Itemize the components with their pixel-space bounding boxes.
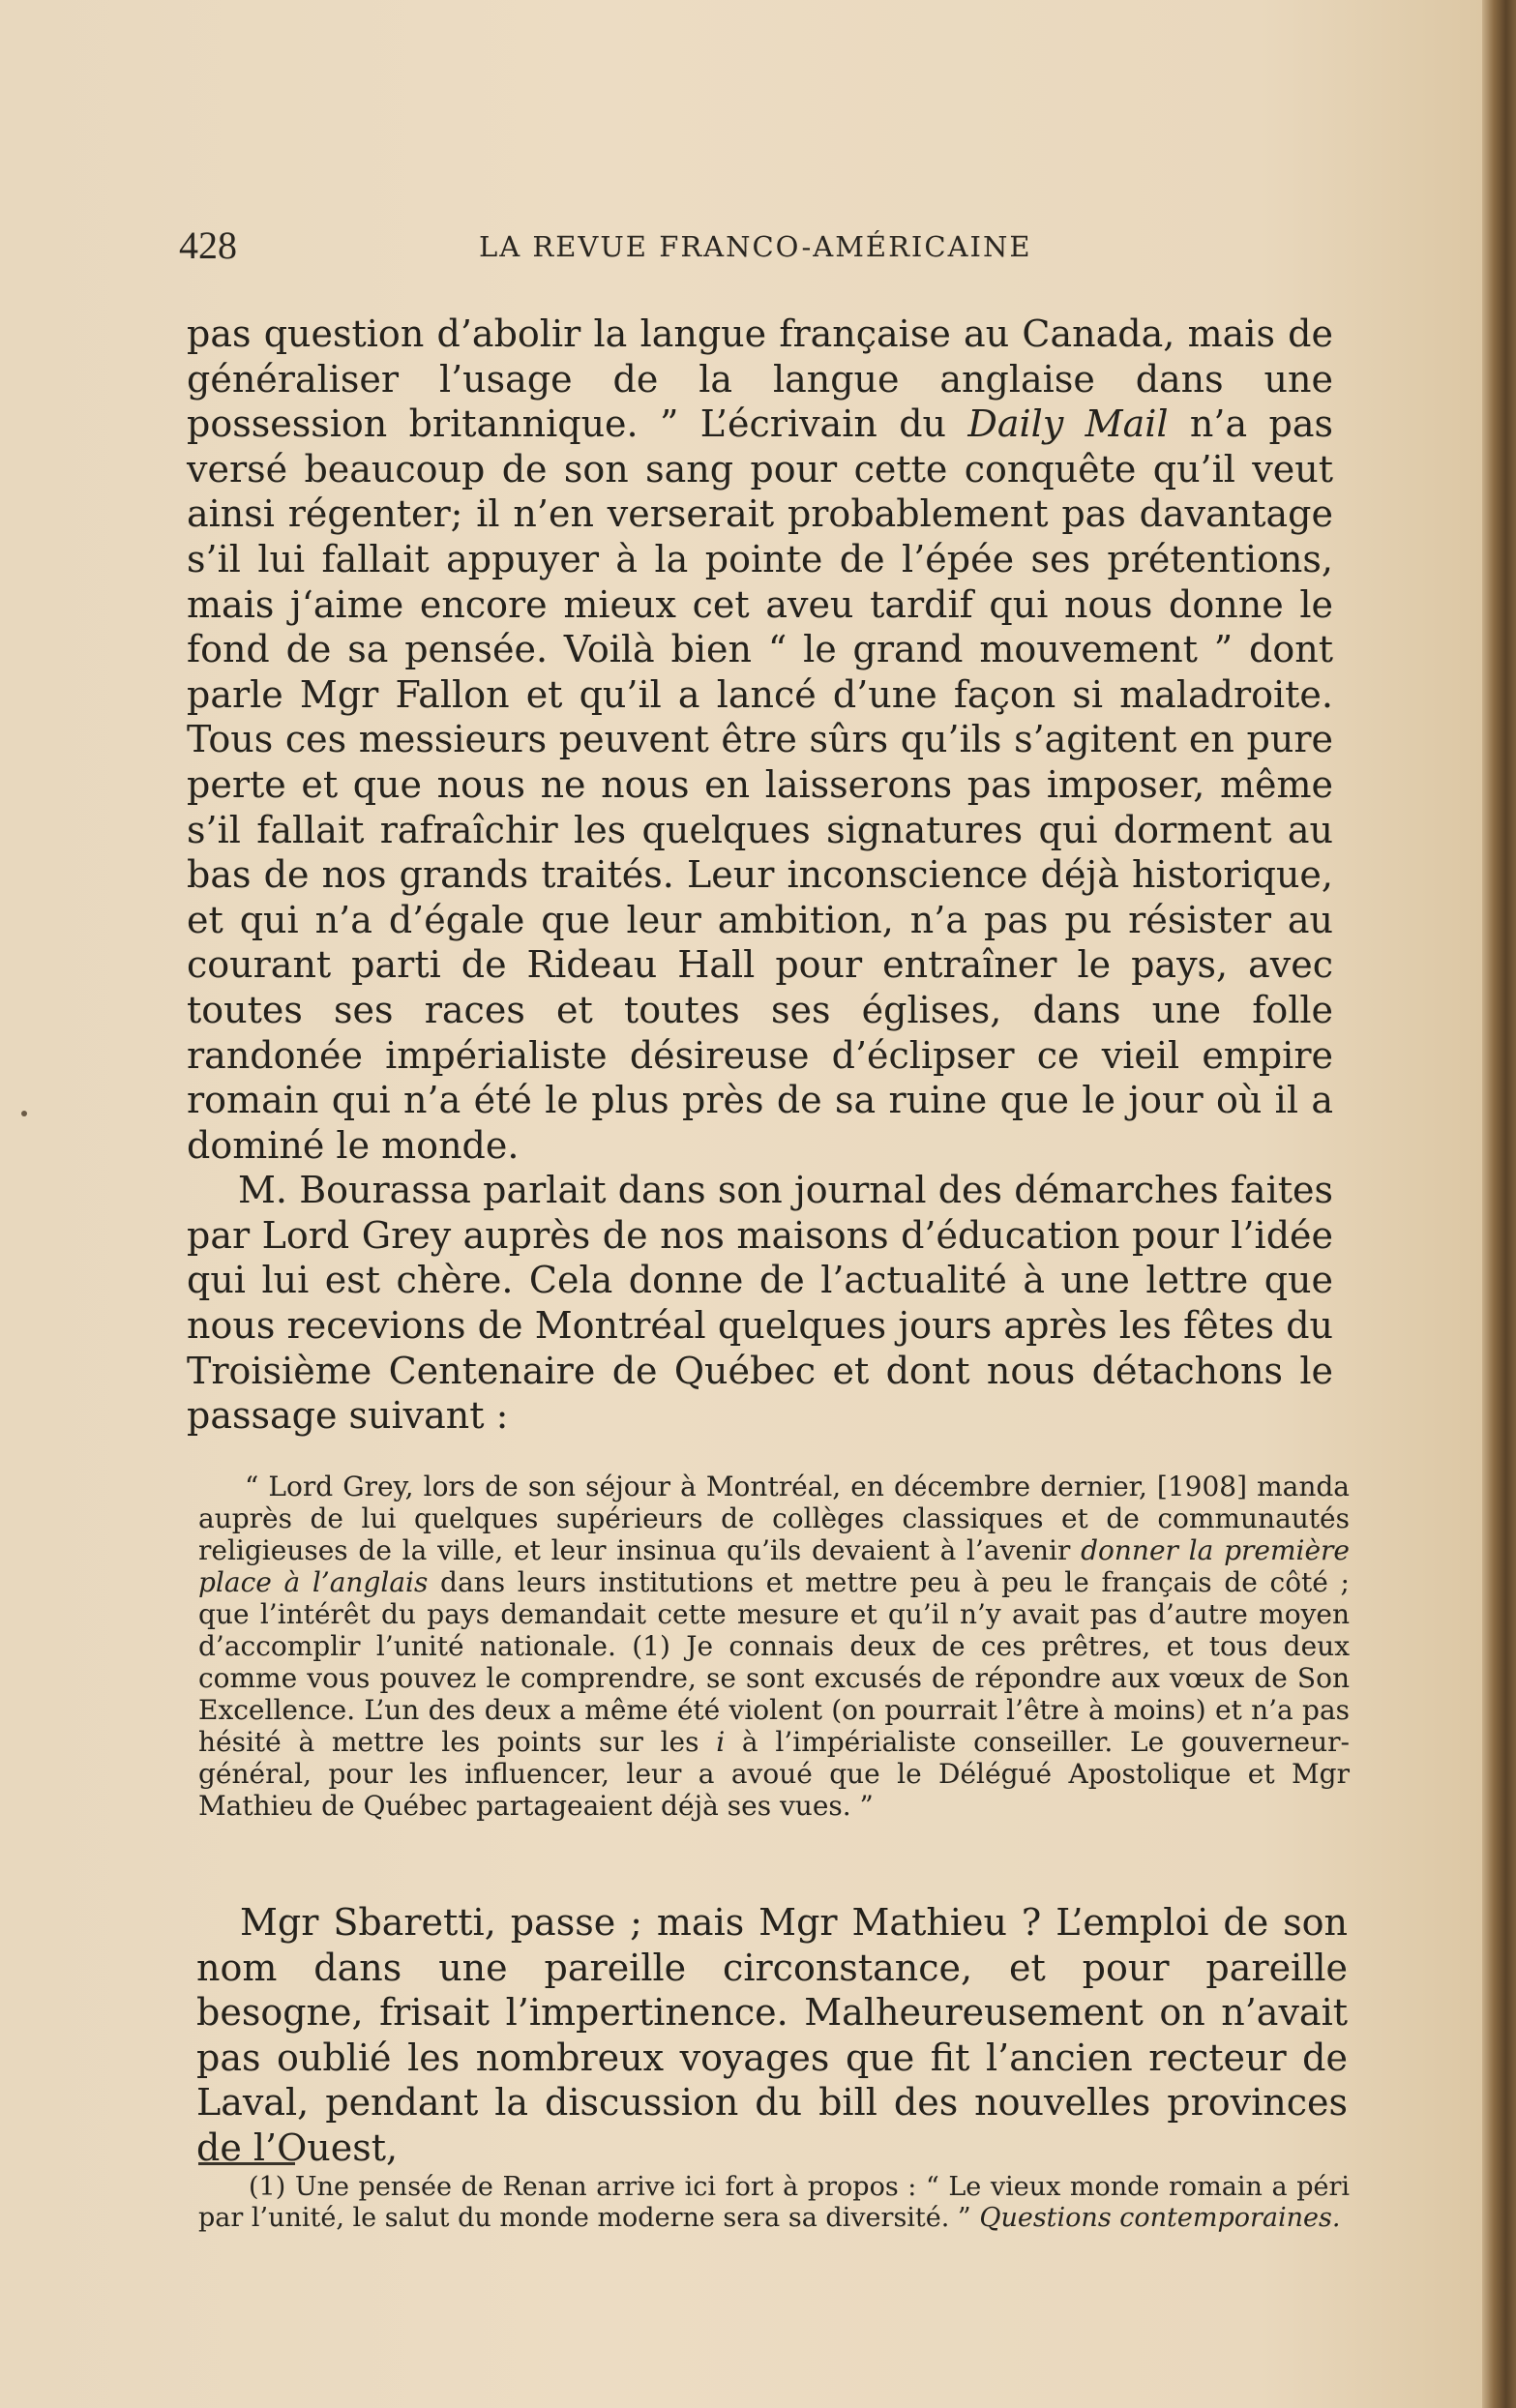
footnote-divider	[198, 2162, 295, 2165]
main-text	[187, 312, 1333, 1439]
page-edge	[1482, 0, 1516, 2408]
footnote-source: Questions contemporaines.	[979, 2203, 1341, 2233]
main-text-continued	[196, 1900, 1348, 2171]
quote-part-2: dans leurs institutions et mettre peu à peu le français de côté ; que l’intérêt du pays demandait cette mesure et qu’il n’y avait pas d’autre moyen d’accomplir l’unité nationale. (1) Je connais deux de ces prêtres, et tous deux comme vous pouvez le comprendre, se sont excusés de répondre aux vœux de Son Excellence. L’un des deux a même été violent (on pourrait l’être à moins) et n’a pas hésité à mettre les points sur les	[198, 1566, 1350, 1758]
paragraph-2: M. Bourassa parlait dans son journal des démarches faites par Lord Grey auprès de nos maisons d’éducation pour l’idée qui lui est chère. Cela donne de l’actualité à une lettre que nous recevions de Montréal quelques jours après les fêtes du Troisième Centenaire de Québec et dont nous détachons le passage suivant :	[187, 1169, 1333, 1438]
paragraph-1-part-2: n’a pas versé beaucoup de son sang pour cette conquête qu’il veut ainsi régenter; il n’en verserait probablement pas davantage s’il lui fallait appuyer à la pointe de l’épée ses prétentions, mais j‘aime encore mieux cet aveu tardif qui nous donne le fond de sa pensée. Voilà bien “ le grand mouvement ” dont parle Mgr Fallon et qu’il a lancé d’une façon si maladroite. Tous ces messieurs peuvent être sûrs qu’ils s’agitent en pure perte et que nous ne nous en laisserons pas imposer, même s’il fallait rafraîchir les quelques signatures qui dorment au bas de nos grands traités. Leur inconscience déjà historique, et qui n’a d’égale que leur ambition, n’a pas pu résister au courant parti de Rideau Hall pour entraîner le pays, avec toutes ses races et toutes ses églises, dans une folle randonée impérialiste désireuse d’éclipser ce vieil empire romain qui n’a été le plus près de sa ruine que le jour où il a dominé le monde.	[187, 402, 1333, 1167]
paragraph-1	[187, 312, 1333, 1168]
newspaper-title: Daily Mail	[967, 402, 1169, 446]
footnote	[198, 2172, 1350, 2234]
paragraph-3: Mgr Sbaretti, passe ; mais Mgr Mathieu ? L’emploi de son nom dans une pareille circonstance, et pour pareille besogne, frisait l’impertinence. Malheureusement on n’avait pas oublié les nombreux voyages que fit l’ancien recteur de Laval, pendant la discussion du bill des nouvelles provinces de l’Ouest,	[196, 1901, 1348, 2169]
running-title: LA REVUE FRANCO-AMÉRICAINE	[479, 230, 1032, 263]
quote-part-3: à l’impérialiste conseiller. Le gouverneur-général, pour les influencer, leur a avoué que le Délégué Apostolique et Mgr Mathieu de Québec partageaient déjà ses vues. ”	[198, 1726, 1350, 1822]
quote-italic-1: donner la première place à l’anglais	[198, 1534, 1350, 1598]
page-number: 428	[179, 223, 237, 267]
quote-paragraph	[198, 1471, 1350, 1822]
footnote-paragraph	[198, 2172, 1350, 2234]
block-quote	[198, 1471, 1350, 1822]
footnote-text: (1) Une pensée de Renan arrive ici fort à propos : “ Le vieux monde romain a péri par l’unité, le salut du monde moderne sera sa diversité. ”	[198, 2172, 1350, 2233]
page-speck	[21, 1111, 27, 1116]
page-header	[179, 223, 1350, 281]
quote-part-1: “ Lord Grey, lors de son séjour à Montréal, en décembre dernier, [1908] manda auprès de lui quelques supérieurs de collèges classiques et de communautés religieuses de la ville, et leur insinua qu’ils devaient à l’avenir	[198, 1471, 1350, 1566]
quote-italic-2: i	[716, 1726, 726, 1758]
paragraph-1-part-1: pas question d’abolir la langue française au Canada, mais de généraliser l’usage de la langue anglaise dans une possession britannique. ” L’écrivain du	[187, 312, 1333, 446]
